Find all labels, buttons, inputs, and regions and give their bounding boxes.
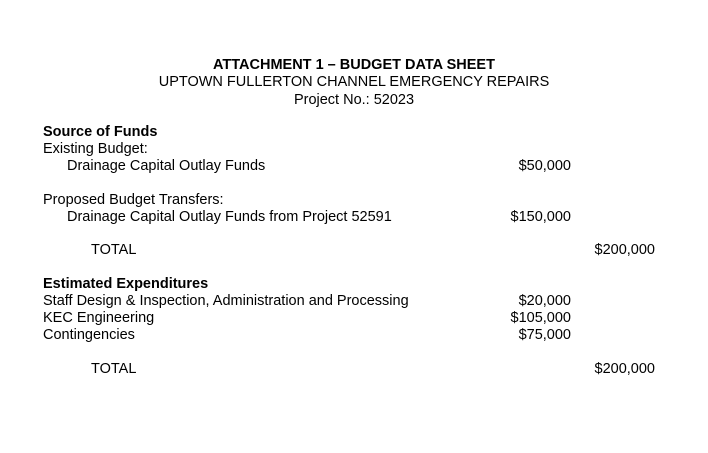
- existing-item-amount: $50,000: [518, 158, 571, 174]
- proposed-item-label: Drainage Capital Outlay Funds from Project 52591: [67, 209, 392, 225]
- expenditures-heading: Estimated Expenditures: [43, 276, 209, 292]
- expenditure-item-amount: $105,000: [510, 310, 571, 326]
- expenditure-item-amount: $20,000: [518, 293, 571, 309]
- expenditure-item-label: Contingencies: [43, 327, 135, 343]
- document-subtitle: UPTOWN FULLERTON CHANNEL EMERGENCY REPAIRS: [158, 74, 550, 90]
- expenditure-item-amount: $75,000: [518, 327, 571, 343]
- expenditure-item-label: KEC Engineering: [43, 310, 155, 326]
- source-of-funds-heading: Source of Funds: [43, 124, 158, 140]
- source-total-label: TOTAL: [91, 242, 137, 258]
- project-number: Project No.: 52023: [293, 92, 415, 108]
- expenditures-total-amount: $200,000: [594, 361, 655, 377]
- proposed-item-amount: $150,000: [510, 209, 571, 225]
- existing-budget-label: Existing Budget:: [43, 141, 148, 157]
- document-title: ATTACHMENT 1 – BUDGET DATA SHEET: [213, 57, 495, 73]
- expenditure-item-label: Staff Design & Inspection, Administration and Processing: [43, 293, 409, 309]
- source-total-amount: $200,000: [594, 242, 655, 258]
- expenditures-total-label: TOTAL: [91, 361, 137, 377]
- existing-item-label: Drainage Capital Outlay Funds: [67, 158, 266, 174]
- proposed-transfers-label: Proposed Budget Transfers:: [43, 192, 224, 208]
